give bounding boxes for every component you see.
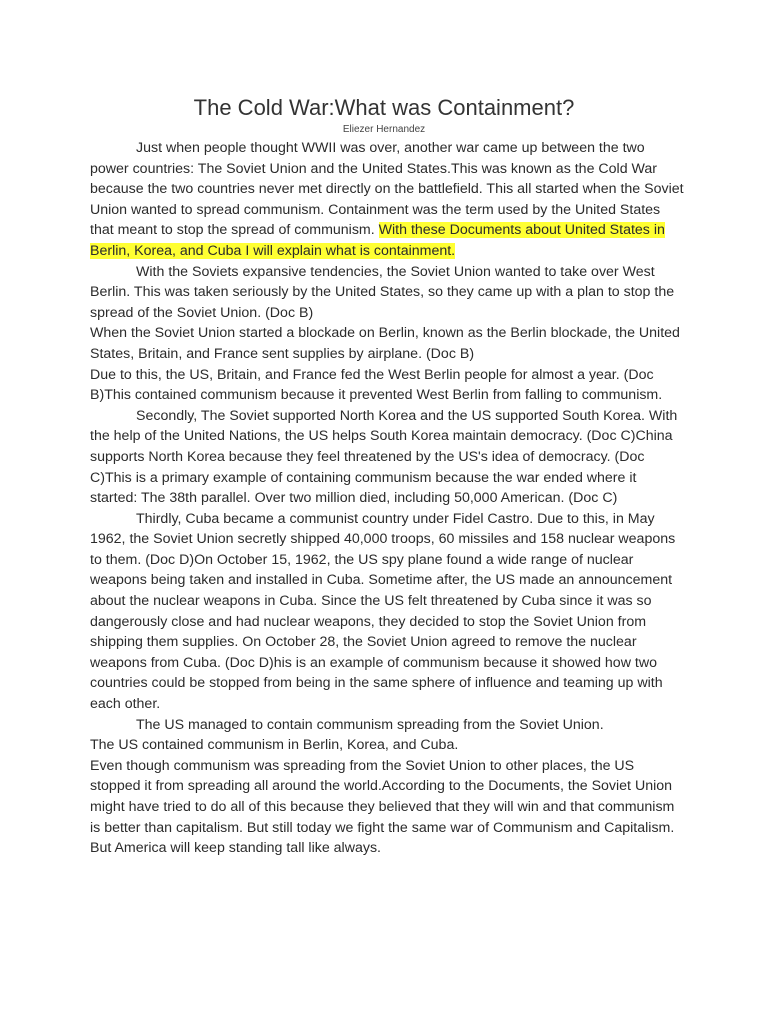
paragraph-berlin: With the Soviets expansive tendencies, the Soviet Union wanted to take over West Berlin. This was taken seriously by the United States, so they came up with a plan to stop the spread of the Soviet Union. (Doc B) <box>90 263 675 321</box>
paragraph-conclusion-3: Even though communism was spreading from the Soviet Union to other places, the US stopped it from spreading all around the world.According to the Documents, the Soviet Union might have tried to do all of this because they believed that they will win and that communism is better than capitalism. But still today we fight the same war of Communism and Capitalism. But America will keep standing tall like always. <box>90 757 675 857</box>
paragraph-intro-text: Just when people thought WWII was over, another war came up between the two power countries: The Soviet Union and the United States.This was known as the Cold War because the two countries never met directly on the battlefield. This all started when the Soviet Union wanted to spread communism. Containment was the term used by the United States that meant to stop the spread of communism. <box>90 140 684 239</box>
paragraph-intro <box>90 138 686 262</box>
paragraph-conclusion-1: The US managed to contain communism spreading from the Soviet Union. <box>136 716 604 733</box>
document-author: Eliezer Hernandez <box>342 124 426 135</box>
paragraph-conclusion-2: The US contained communism in Berlin, Korea, and Cuba. <box>90 737 459 754</box>
paragraph-berlin-blockade: When the Soviet Union started a blockade on Berlin, known as the Berlin blockade, the United States, Britain, and France sent supplies by airplane. (Doc B) <box>90 325 680 362</box>
highlighted-thesis: With these Documents about United States in Berlin, Korea, and Cuba I will explain what is containment. <box>90 222 665 259</box>
document-body <box>90 138 686 859</box>
paragraph-korea: Secondly, The Soviet supported North Korea and the US supported South Korea. With the help of the United Nations, the US helps South Korea maintain democracy. (Doc C)China supports North Korea because they feel threatened by the US's idea of democracy. (Doc C)This is a primary example of containing communism because the war ended where it started: The 38th parallel. Over two million died, including 50,000 American. (Doc C) <box>90 407 678 507</box>
paragraph-berlin-airlift: Due to this, the US, Britain, and France fed the West Berlin people for almost a year. (Doc B)This contained communism because it prevented West Berlin from falling to communism. <box>90 366 663 404</box>
paragraph-cuba: Thirdly, Cuba became a communist country under Fidel Castro. Due to this, in May 1962, the Soviet Union secretly shipped 40,000 troops, 60 missiles and 158 nuclear weapons to them. (Doc D)On October 15, 1962, the US spy plane found a wide range of nuclear weapons being taken and installed in Cuba. Sometime after, the US made an announcement about the nuclear weapons in Cuba. Since the US felt threatened by Cuba since it was so dangerously close and had nuclear weapons, they decided to stop the Soviet Union from shipping them supplies. On October 28, the Soviet Union agreed to remove the nuclear weapons from Cuba. (Doc D)his is an example of communism because it showed how two countries could be stopped from being in the same sphere of influence and teaming up with each other. <box>90 510 676 713</box>
document-title: The Cold War:What was Containment? <box>193 95 575 120</box>
